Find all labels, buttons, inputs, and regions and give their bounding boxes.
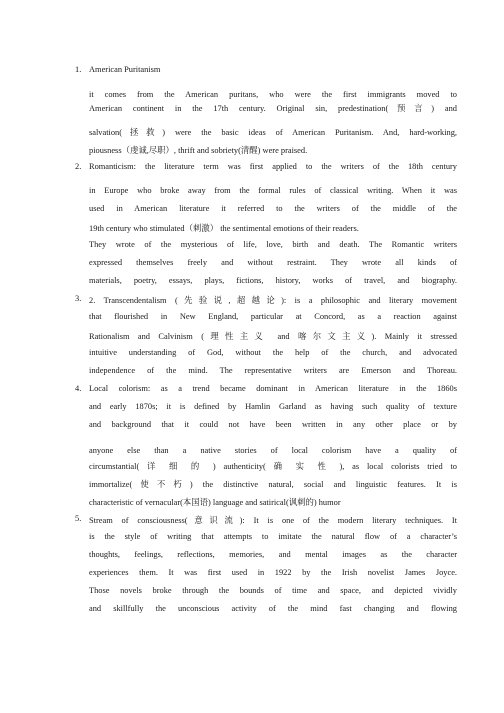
item-5-line: Stream of consciousness(意识流): It is one of the modern literary techniques. It <box>89 516 457 525</box>
item-2-line: used in American literature it referred to the writers of the middle of the <box>89 204 457 213</box>
item-2-line: They wrote of the mysterious of life, love, birth and death. The Romantic writers <box>89 240 457 249</box>
item-3-line: 2. Transcendentalism (先验说,超越论): is a philosophic and literary movement <box>89 296 457 305</box>
item-2-line: Romanticism: the literature term was first applied to the writers of the 18th century <box>89 162 457 171</box>
item-1-line: piousness（虔诚,尽职）, thrift and sobriety(清醒) were praised. <box>89 146 308 155</box>
item-3-line: independence of the mind. The representative writers are Emerson and Thoreau. <box>89 366 457 375</box>
item-3-line: intuitive understanding of God, without the help of the church, and advocated <box>89 348 457 357</box>
item-3-number: 3. <box>75 294 82 303</box>
item-5-line: is the style of writing that attempts to imitate the natural flow of a character’s <box>89 532 457 541</box>
item-2-line: materials, poetry, essays, plays, fictions, history, works of travel, and biography. <box>89 276 457 285</box>
item-5-line: Those novels broke through the bounds of time and space, and depicted vividly <box>89 586 457 595</box>
item-3-line: Rationalism and Calvinism (理性主义 and 喀尔文主义). Mainly it stressed <box>89 332 457 341</box>
item-1-number: 1. <box>75 65 82 74</box>
item-2-line: expressed themselves freely and without restraint. They wrote all kinds of <box>89 258 457 267</box>
item-2-line: in Europe who broke away from the formal rules of classical writing. When it was <box>89 186 457 195</box>
item-1-line: salvation(拯救) were the basic ideas of American Puritanism. And, hard-working, <box>89 128 457 137</box>
item-4-line: immortalize(使不朽) the distinctive natural, social and linguistic features. It is <box>89 480 457 489</box>
item-5-line: and skillfully the unconscious activity of the mind fast changing and flowing <box>89 604 457 613</box>
item-3-line: that flourished in New England, particular at Concord, as a reaction against <box>89 312 457 321</box>
item-4-line: anyone else than a native stories of local colorism have a quality of <box>89 446 457 455</box>
item-5-number: 5. <box>75 514 82 523</box>
item-1-heading: American Puritanism <box>89 65 161 74</box>
item-4-number: 4. <box>75 384 82 393</box>
item-4-line: circumstantial( 详 细 的 ) authenticity( 确 实 性 ), as local colorists tried to <box>89 462 457 471</box>
item-5-line: experiences them. It was first used in 1922 by the Irish novelist James Joyce. <box>89 568 457 577</box>
item-4-line: and background that it could not have been written in any other place or by <box>89 420 457 429</box>
item-1-line: American continent in the 17th century. Original sin, predestination(预言) and <box>89 104 457 113</box>
item-4-line: characteristic of vernacular(本国语) language and satirical(讽刺的) humor <box>89 498 341 507</box>
item-4-line: and early 1870s; it is defined by Hamlin Garland as having such quality of texture <box>89 402 457 411</box>
item-1-line: it comes from the American puritans, who were the first immigrants moved to <box>89 90 457 99</box>
item-5-line: thoughts, feelings, reflections, memories, and mental images as the character <box>89 550 457 559</box>
item-2-number: 2. <box>75 162 82 171</box>
item-2-line: 19th century who stimulated（刺激） the sentimental emotions of their readers. <box>89 224 359 233</box>
item-4-line: Local colorism: as a trend became dominant in American literature in the 1860s <box>89 384 457 393</box>
